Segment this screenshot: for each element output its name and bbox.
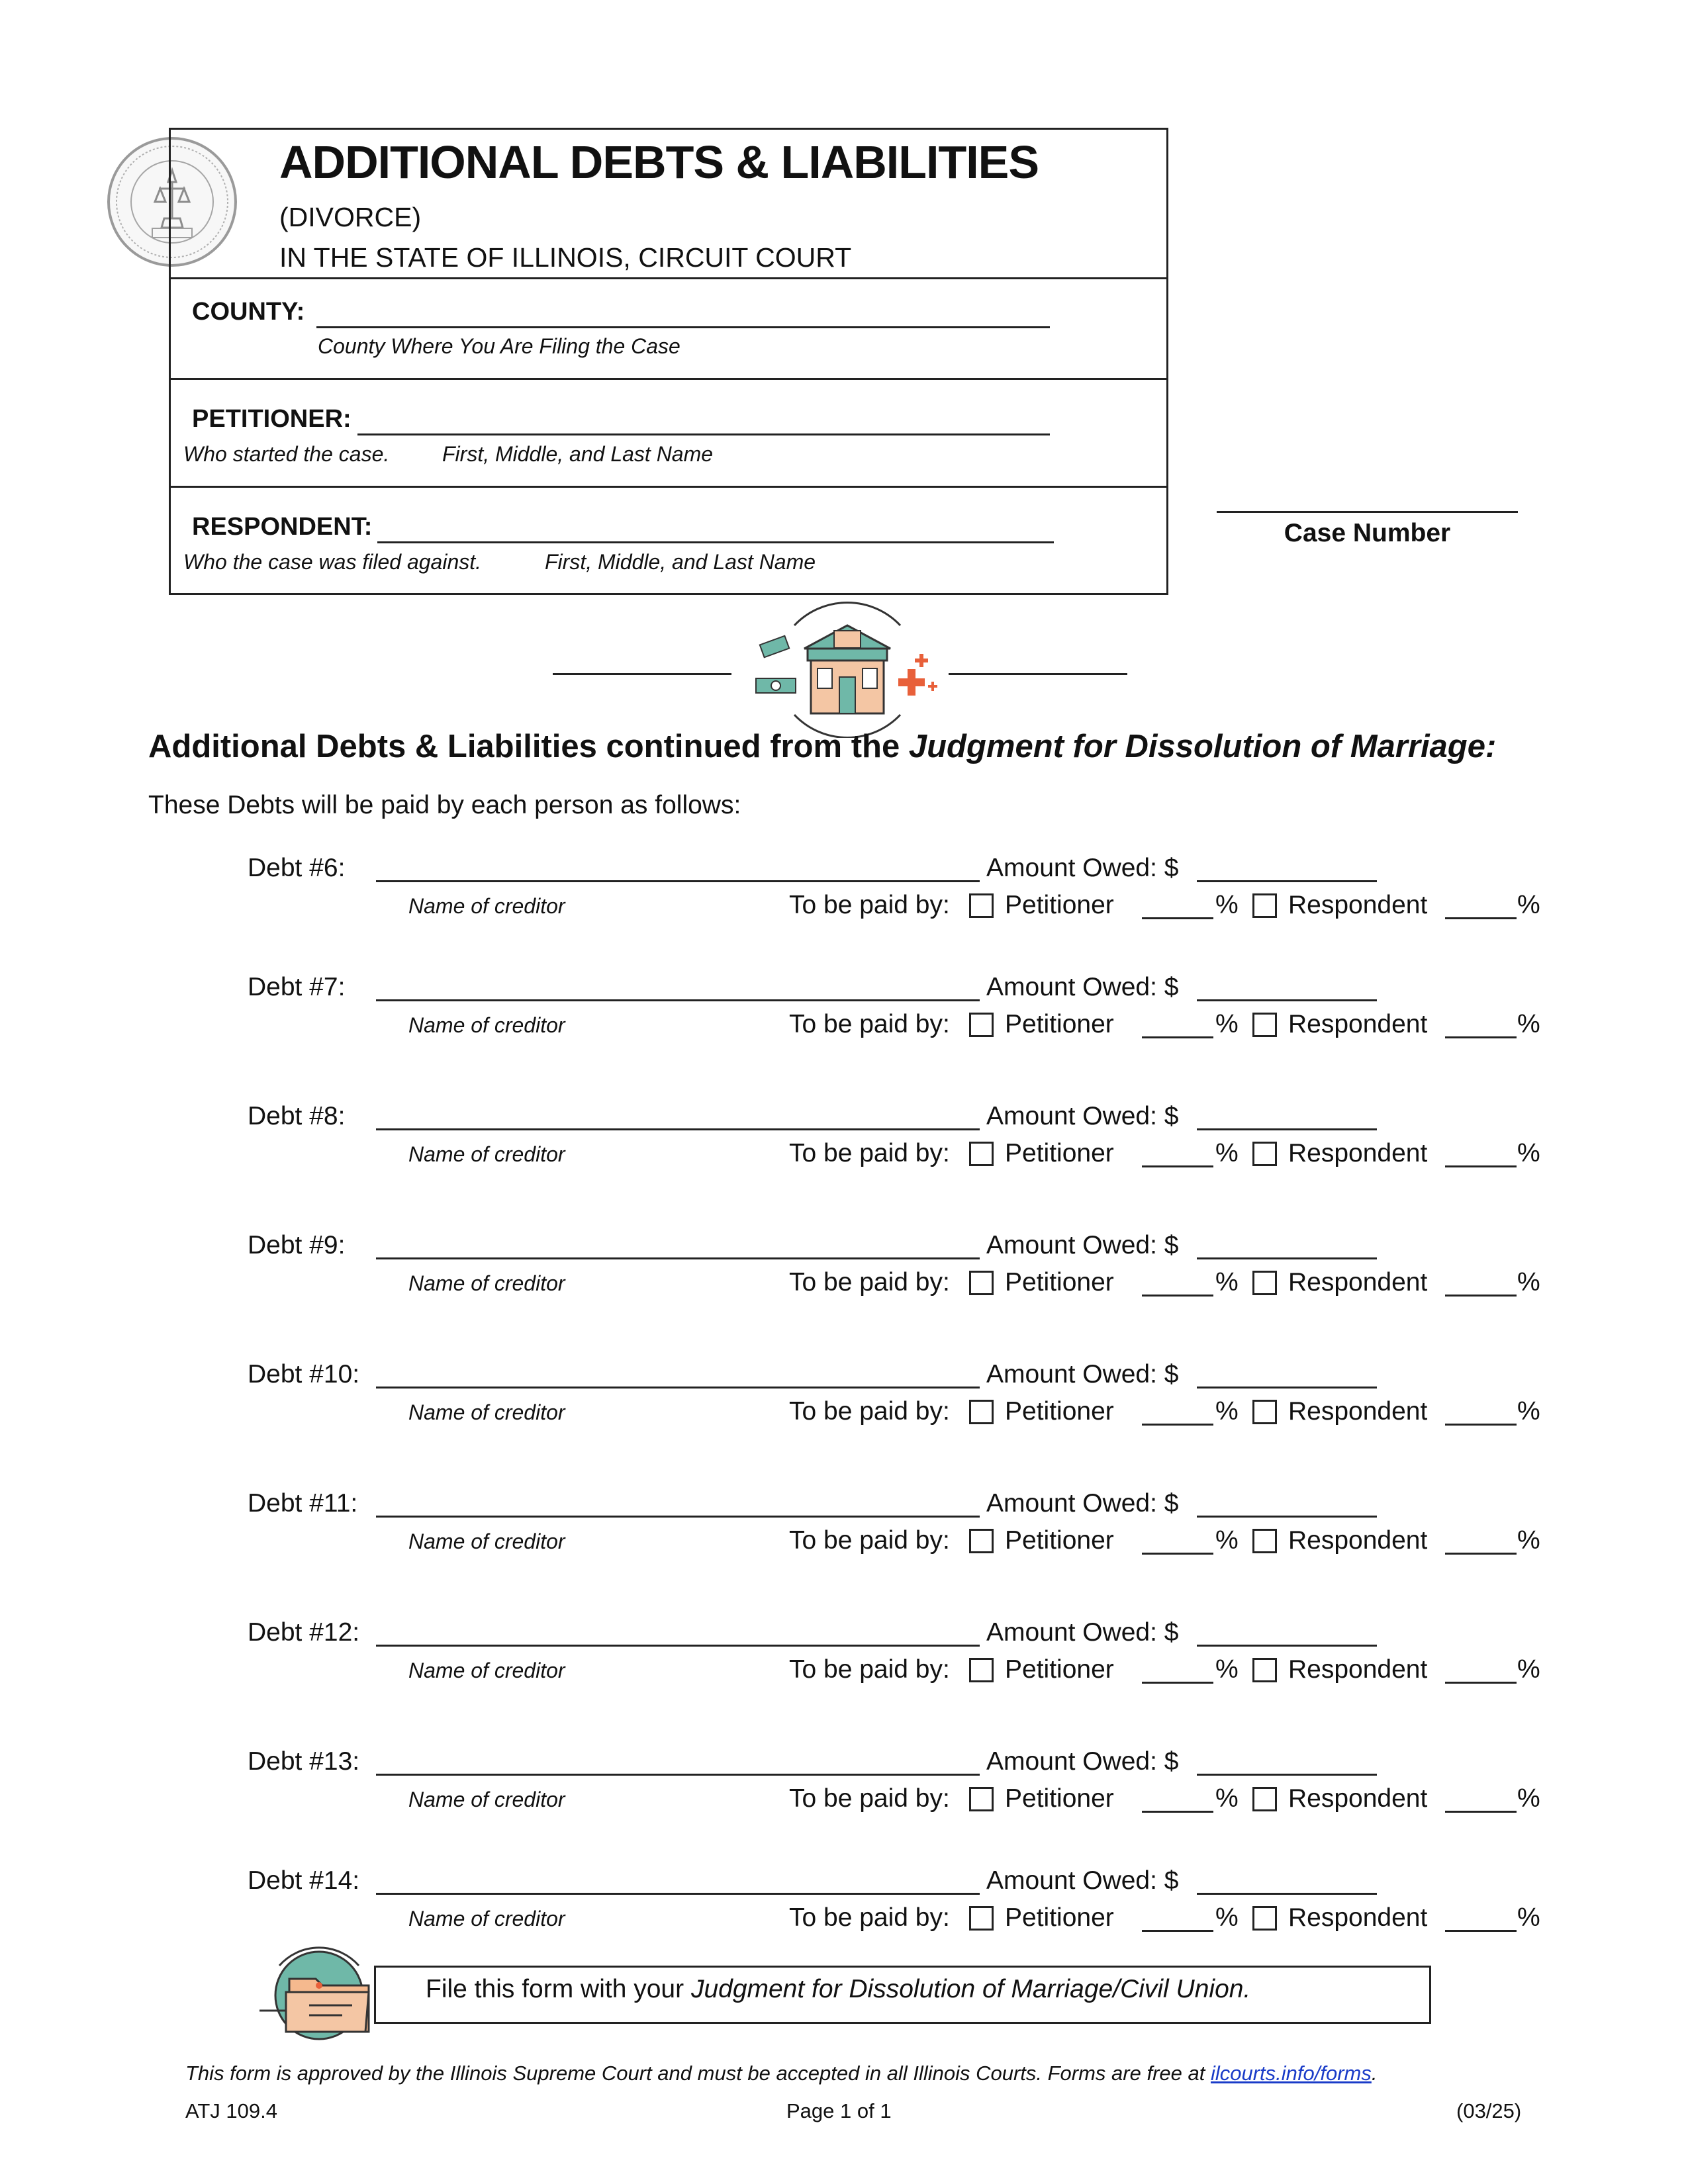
petitioner-percent-sign: % xyxy=(1215,1526,1239,1555)
respondent-percent-sign: % xyxy=(1517,1903,1540,1932)
amount-owed-field[interactable] xyxy=(1197,1774,1377,1776)
petitioner-percent-sign: % xyxy=(1215,891,1239,919)
creditor-name-field[interactable] xyxy=(376,1128,980,1130)
creditor-hint: Name of creditor xyxy=(408,1529,565,1553)
petitioner-percent-field[interactable] xyxy=(1142,1036,1213,1038)
file-notice xyxy=(426,1975,1250,2004)
petitioner-label: Petitioner xyxy=(1005,1139,1114,1167)
respondent-percent-field[interactable] xyxy=(1445,1036,1517,1038)
creditor-name-field[interactable] xyxy=(376,1257,980,1259)
amount-owed-field[interactable] xyxy=(1197,1387,1377,1388)
respondent-field[interactable] xyxy=(377,541,1054,543)
petitioner-label: Petitioner xyxy=(1005,1397,1114,1426)
respondent-checkbox[interactable] xyxy=(1252,1400,1277,1424)
respondent-checkbox[interactable] xyxy=(1252,1787,1277,1811)
petitioner-label: Petitioner xyxy=(1005,1526,1114,1555)
respondent-percent-sign: % xyxy=(1517,1397,1540,1426)
county-label: COUNTY: xyxy=(192,298,305,326)
petitioner-label: Petitioner xyxy=(1005,1268,1114,1297)
house-debt-icon xyxy=(741,599,953,738)
amount-owed-field[interactable] xyxy=(1197,1516,1377,1518)
debt-label: Debt #12: xyxy=(248,1618,360,1647)
respondent-checkbox[interactable] xyxy=(1252,1906,1277,1931)
respondent-label: Respondent xyxy=(1288,1139,1428,1167)
respondent-percent-sign: % xyxy=(1517,1655,1540,1684)
to-be-paid-by-label: To be paid by: xyxy=(789,1784,950,1813)
to-be-paid-by-label: To be paid by: xyxy=(789,1526,950,1555)
respondent-percent-sign: % xyxy=(1517,891,1540,919)
amount-owed-label: Amount Owed: $ xyxy=(986,854,1179,882)
petitioner-percent-sign: % xyxy=(1215,1784,1239,1813)
respondent-checkbox[interactable] xyxy=(1252,1013,1277,1037)
creditor-hint: Name of creditor xyxy=(408,1142,565,1166)
amount-owed-field[interactable] xyxy=(1197,1645,1377,1647)
to-be-paid-by-label: To be paid by: xyxy=(789,1139,950,1167)
petitioner-checkbox[interactable] xyxy=(969,1142,994,1166)
petitioner-checkbox[interactable] xyxy=(969,1013,994,1037)
respondent-percent-field[interactable] xyxy=(1445,1295,1517,1297)
petitioner-label: Petitioner xyxy=(1005,1903,1114,1932)
amount-owed-label: Amount Owed: $ xyxy=(986,1747,1179,1776)
form-date: (03/25) xyxy=(1456,2099,1522,2122)
divider-left xyxy=(553,673,731,675)
creditor-name-field[interactable] xyxy=(376,999,980,1001)
amount-owed-label: Amount Owed: $ xyxy=(986,1360,1179,1388)
debt-label: Debt #9: xyxy=(248,1231,346,1259)
amount-owed-field[interactable] xyxy=(1197,1128,1377,1130)
respondent-label: Respondent xyxy=(1288,1655,1428,1684)
respondent-checkbox[interactable] xyxy=(1252,1271,1277,1295)
amount-owed-field[interactable] xyxy=(1197,1257,1377,1259)
petitioner-label: Petitioner xyxy=(1005,1655,1114,1684)
respondent-label: Respondent xyxy=(1288,1526,1428,1555)
petitioner-percent-sign: % xyxy=(1215,1268,1239,1297)
respondent-percent-field[interactable] xyxy=(1445,917,1517,919)
respondent-label: Respondent xyxy=(1288,1397,1428,1426)
file-notice-prefix: File this form with your xyxy=(426,1975,691,2003)
amount-owed-label: Amount Owed: $ xyxy=(986,1489,1179,1518)
petitioner-percent-field[interactable] xyxy=(1142,1424,1213,1426)
petitioner-percent-field[interactable] xyxy=(1142,1811,1213,1813)
case-number-label: Case Number xyxy=(1284,519,1451,547)
debt-label: Debt #7: xyxy=(248,973,346,1001)
amount-owed-label: Amount Owed: $ xyxy=(986,1618,1179,1647)
creditor-name-field[interactable] xyxy=(376,1387,980,1388)
petitioner-percent-sign: % xyxy=(1215,1655,1239,1684)
petitioner-percent-sign: % xyxy=(1215,1903,1239,1932)
respondent-checkbox[interactable] xyxy=(1252,893,1277,918)
respondent-label: RESPONDENT: xyxy=(192,513,373,541)
petitioner-percent-field[interactable] xyxy=(1142,1295,1213,1297)
respondent-checkbox[interactable] xyxy=(1252,1529,1277,1553)
divider-right xyxy=(949,673,1127,675)
petitioner-checkbox[interactable] xyxy=(969,1658,994,1682)
respondent-percent-sign: % xyxy=(1517,1784,1540,1813)
debt-label: Debt #14: xyxy=(248,1866,360,1895)
respondent-label: Respondent xyxy=(1288,1784,1428,1813)
petitioner-checkbox[interactable] xyxy=(969,1906,994,1931)
footer-link-suffix: . xyxy=(1371,2062,1378,2085)
to-be-paid-by-label: To be paid by: xyxy=(789,1268,950,1297)
respondent-hint-name: First, Middle, and Last Name xyxy=(545,550,816,574)
debt-label: Debt #13: xyxy=(248,1747,360,1776)
petitioner-percent-sign: % xyxy=(1215,1010,1239,1038)
petitioner-checkbox[interactable] xyxy=(969,1529,994,1553)
page-number: Page 1 of 1 xyxy=(786,2099,892,2122)
creditor-hint: Name of creditor xyxy=(408,1659,565,1682)
form-code: ATJ 109.4 xyxy=(185,2099,278,2122)
petitioner-field[interactable] xyxy=(357,433,1050,435)
creditor-hint: Name of creditor xyxy=(408,894,565,918)
to-be-paid-by-label: To be paid by: xyxy=(789,1397,950,1426)
respondent-percent-field[interactable] xyxy=(1445,1165,1517,1167)
respondent-label: Respondent xyxy=(1288,1268,1428,1297)
to-be-paid-by-label: To be paid by: xyxy=(789,1010,950,1038)
petitioner-label: Petitioner xyxy=(1005,891,1114,919)
respondent-checkbox[interactable] xyxy=(1252,1658,1277,1682)
creditor-name-field[interactable] xyxy=(376,1893,980,1895)
petitioner-checkbox[interactable] xyxy=(969,1787,994,1811)
to-be-paid-by-label: To be paid by: xyxy=(789,891,950,919)
petitioner-hint-role: Who started the case. xyxy=(183,442,390,466)
form-subtitle: (DIVORCE) xyxy=(279,202,422,232)
creditor-hint: Name of creditor xyxy=(408,1907,565,1931)
to-be-paid-by-label: To be paid by: xyxy=(789,1903,950,1932)
court-name: IN THE STATE OF ILLINOIS, CIRCUIT COURT xyxy=(279,242,852,273)
respondent-percent-sign: % xyxy=(1517,1139,1540,1167)
section-heading-italic: Judgment for Dissolution of Marriage: xyxy=(908,729,1497,764)
respondent-percent-sign: % xyxy=(1517,1010,1540,1038)
respondent-hint-role: Who the case was filed against. xyxy=(183,550,482,574)
petitioner-percent-sign: % xyxy=(1215,1397,1239,1426)
form-title: ADDITIONAL DEBTS & LIABILITIES xyxy=(279,136,1039,188)
creditor-name-field[interactable] xyxy=(376,1774,980,1776)
respondent-percent-field[interactable] xyxy=(1445,1553,1517,1555)
respondent-percent-field[interactable] xyxy=(1445,1930,1517,1932)
forms-link[interactable]: ilcourts.info/forms xyxy=(1210,2062,1372,2085)
petitioner-label: Petitioner xyxy=(1005,1010,1114,1038)
creditor-name-field[interactable] xyxy=(376,1516,980,1518)
debt-label: Debt #8: xyxy=(248,1102,346,1130)
case-number-field[interactable] xyxy=(1217,511,1518,513)
creditor-hint: Name of creditor xyxy=(408,1400,565,1424)
section-heading-text: Additional Debts & Liabilities continued from the xyxy=(148,729,909,764)
folder-icon xyxy=(253,1939,385,2052)
file-notice-italic: Judgment for Dissolution of Marriage/Civil Union. xyxy=(690,1975,1251,2003)
debt-label: Debt #6: xyxy=(248,854,346,882)
debt-label: Debt #10: xyxy=(248,1360,360,1388)
amount-owed-label: Amount Owed: $ xyxy=(986,1231,1179,1259)
petitioner-checkbox[interactable] xyxy=(969,1400,994,1424)
footer-approval xyxy=(185,2062,1378,2085)
amount-owed-label: Amount Owed: $ xyxy=(986,1866,1179,1895)
amount-owed-label: Amount Owed: $ xyxy=(986,1102,1179,1130)
section-heading xyxy=(148,728,1496,765)
creditor-hint: Name of creditor xyxy=(408,1788,565,1811)
amount-owed-field[interactable] xyxy=(1197,1893,1377,1895)
amount-owed-field[interactable] xyxy=(1197,880,1377,882)
petitioner-percent-field[interactable] xyxy=(1142,1682,1213,1684)
intro-text: These Debts will be paid by each person as follows: xyxy=(148,791,741,819)
creditor-hint: Name of creditor xyxy=(408,1271,565,1295)
respondent-percent-field[interactable] xyxy=(1445,1682,1517,1684)
petitioner-hint-name: First, Middle, and Last Name xyxy=(442,442,714,466)
respondent-percent-field[interactable] xyxy=(1445,1424,1517,1426)
county-hint: County Where You Are Filing the Case xyxy=(318,334,680,358)
petitioner-checkbox[interactable] xyxy=(969,893,994,918)
respondent-label: Respondent xyxy=(1288,891,1428,919)
petitioner-checkbox[interactable] xyxy=(969,1271,994,1295)
to-be-paid-by-label: To be paid by: xyxy=(789,1655,950,1684)
respondent-percent-field[interactable] xyxy=(1445,1811,1517,1813)
petitioner-label: Petitioner xyxy=(1005,1784,1114,1813)
petitioner-percent-field[interactable] xyxy=(1142,917,1213,919)
creditor-name-field[interactable] xyxy=(376,1645,980,1647)
petitioner-label: PETITIONER: xyxy=(192,405,352,433)
amount-owed-field[interactable] xyxy=(1197,999,1377,1001)
creditor-hint: Name of creditor xyxy=(408,1013,565,1037)
debt-label: Debt #11: xyxy=(248,1489,358,1518)
respondent-checkbox[interactable] xyxy=(1252,1142,1277,1166)
county-field[interactable] xyxy=(316,326,1050,328)
footer-approval-text: This form is approved by the Illinois Supreme Court and must be accepted in all Illinois Courts. Forms are free at xyxy=(185,2062,1211,2085)
creditor-name-field[interactable] xyxy=(376,880,980,882)
petitioner-percent-field[interactable] xyxy=(1142,1553,1213,1555)
petitioner-percent-field[interactable] xyxy=(1142,1165,1213,1167)
respondent-label: Respondent xyxy=(1288,1903,1428,1932)
amount-owed-label: Amount Owed: $ xyxy=(986,973,1179,1001)
respondent-percent-sign: % xyxy=(1517,1268,1540,1297)
respondent-label: Respondent xyxy=(1288,1010,1428,1038)
petitioner-percent-field[interactable] xyxy=(1142,1930,1213,1932)
respondent-percent-sign: % xyxy=(1517,1526,1540,1555)
petitioner-percent-sign: % xyxy=(1215,1139,1239,1167)
